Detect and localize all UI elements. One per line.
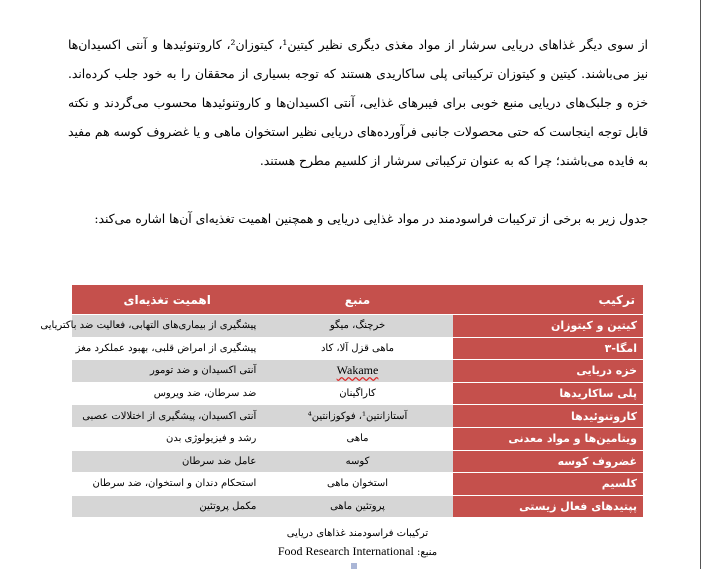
compound-cell: کلسیم [453,473,643,496]
table-header-row [72,285,643,315]
importance-cell: آنتی اکسیدان و ضد تومور [72,360,262,383]
source-cell: ماهی [262,427,452,450]
compound-cell: کاروتنوئیدها [453,405,643,428]
compound-cell: خزه دریایی [453,360,643,383]
compound-cell: ویتامین‌ها و مواد معدنی [453,427,643,450]
source-cell: ماهی قزل آلا، کاد [262,337,452,360]
table-row [72,495,643,518]
source-cell: استخوان ماهی [262,473,452,496]
body-paragraph-2: جدول زیر به برخی از ترکیبات فراسودمند در مواد غذایی دریایی و همچنین اهمیت تغذیه‌ای آن‌ها اشاره می‌کند: [94,212,648,226]
source-label: منبع: [417,547,438,558]
source-cell: پروتئین ماهی [262,495,452,518]
table-row [72,337,643,360]
source-journal: Food Research International [277,544,414,558]
source-cell: آستازانتین¹، فوکوزانتین⁴ [262,405,452,428]
table-source [72,544,643,559]
header-compound: ترکیب [453,285,643,315]
compound-cell: غضروف کوسه [453,450,643,473]
source-cell: کاراگینان [262,382,452,405]
table-row [72,450,643,473]
compound-cell: امگا-۳ [453,337,643,360]
importance-cell: پیشگیری از امراض قلبی، بهبود عملکرد مغز [72,337,262,360]
source-cell: خرچنگ، میگو [262,315,452,338]
table-row [72,427,643,450]
spellcheck-word: Wakame [336,363,379,378]
compound-cell: پپتیدهای فعال زیستی [453,495,643,518]
text-cursor-marker [351,563,357,569]
table-caption: ترکیبات فراسودمند غذاهای دریایی [286,528,429,539]
table-row [72,405,643,428]
body-paragraph-1: از سوی دیگر غذاهای دریایی سرشار از مواد مغذی دیگری نظیر کیتین¹، کیتوزان²، کاروتنوئیدها و آنتی اکسیدان‌ها نیز می‌باشند. کیتین و کیتوزان ترکیباتی پلی ساکاریدی هستند که توجه بسیاری از محققان را به خود جلب کرده‌اند. خزه و جلبک‌های دریایی منبع خوبی برای فیبرهای غذایی، آنتی اکسیدان‌ها و کاروتنوئیدها محسوب می‌گردند و نکته قابل توجه اینجاست که حتی محصولات جانبی فرآورده‌های دریایی نظیر استخوان ماهی و یا غضروف کوسه هم مفید به فایده می‌باشند؛ چرا که به عنوان ترکیباتی سرشار از کلسیم مطرح هستند. [68,38,648,168]
header-importance: اهمیت تغذیه‌ای [72,285,262,315]
compound-cell: پلی ساکاریدها [453,382,643,405]
table-row [72,382,643,405]
importance-cell: مکمل پروتئین [72,495,262,518]
header-source: منبع [262,285,452,315]
compound-cell: کیتین و کیتوزان [453,315,643,338]
importance-cell: استحکام دندان و استخوان، ضد سرطان [72,473,262,496]
page-margin-line [700,0,701,569]
table-row [72,315,643,338]
importance-cell: رشد و فیزیولوژی بدن [72,427,262,450]
table-row [72,360,643,383]
importance-cell: آنتی اکسیدان، پیشگیری از اختلالات عصبی [72,405,262,428]
table-row [72,473,643,496]
source-cell: کوسه [262,450,452,473]
source-cell [262,360,452,383]
compounds-table [40,285,643,518]
importance-cell: ضد سرطان، ضد ویروس [72,382,262,405]
importance-cell: پیشگیری از بیماری‌های التهابی، فعالیت ضد باکتریایی [72,315,262,338]
importance-cell: عامل ضد سرطان [72,450,262,473]
